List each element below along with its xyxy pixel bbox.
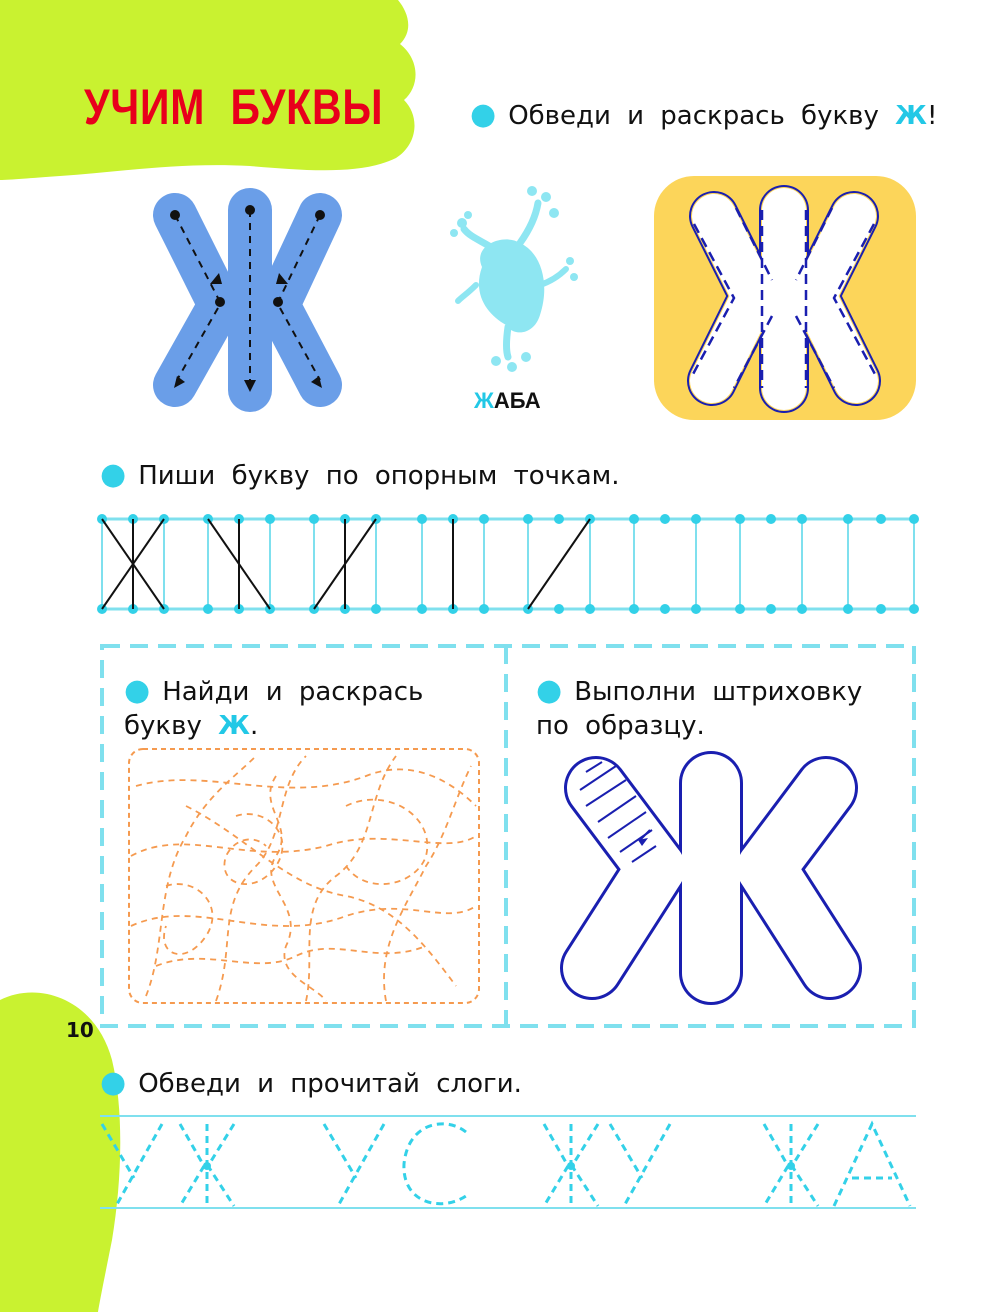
caption-rest: АБА [493,388,541,413]
letter-zh-stroke-guide [140,180,370,420]
bullet-dot: ● [100,1065,127,1100]
task1-instruction [470,96,937,134]
task1-text: Обведи и раскрась букву [508,101,879,131]
bullet-dot: ● [536,673,563,708]
hatching-letter-zh[interactable] [556,748,866,1008]
task1-letter: Ж [895,101,927,131]
bullet-dot: ● [470,97,497,132]
task4-text-line2: по образцу. [536,710,705,741]
coloring-letter-card[interactable] [654,176,916,420]
task4-text-line1: Выполни штриховку [574,677,863,707]
task5-instruction [100,1064,522,1102]
task4-instruction [536,672,862,742]
bullet-dot: ● [100,457,127,492]
task5-text: Обведи и прочитай слоги. [138,1069,522,1099]
task3-instruction [124,672,423,742]
page-number: 10 [66,1018,94,1042]
task3-punct: . [249,710,259,741]
task3-text-line2: букву [124,710,202,741]
task2-instruction [100,456,620,494]
frog-icon [442,185,582,375]
task1-punct: ! [927,101,938,131]
bullet-dot: ● [124,673,151,708]
task3-letter: Ж [218,710,250,741]
page-title: УЧИМ БУКВЫ [84,79,384,135]
writing-practice-row[interactable] [96,510,922,616]
hidden-letter-puzzle[interactable] [126,746,482,1006]
picture-caption [474,388,541,414]
task3-text: Найди и раскрась [162,677,424,707]
syllables-tracing-row[interactable] [96,1108,922,1218]
task2-text: Пиши букву по опорным точкам. [138,461,620,491]
caption-first-letter: Ж [474,388,494,413]
